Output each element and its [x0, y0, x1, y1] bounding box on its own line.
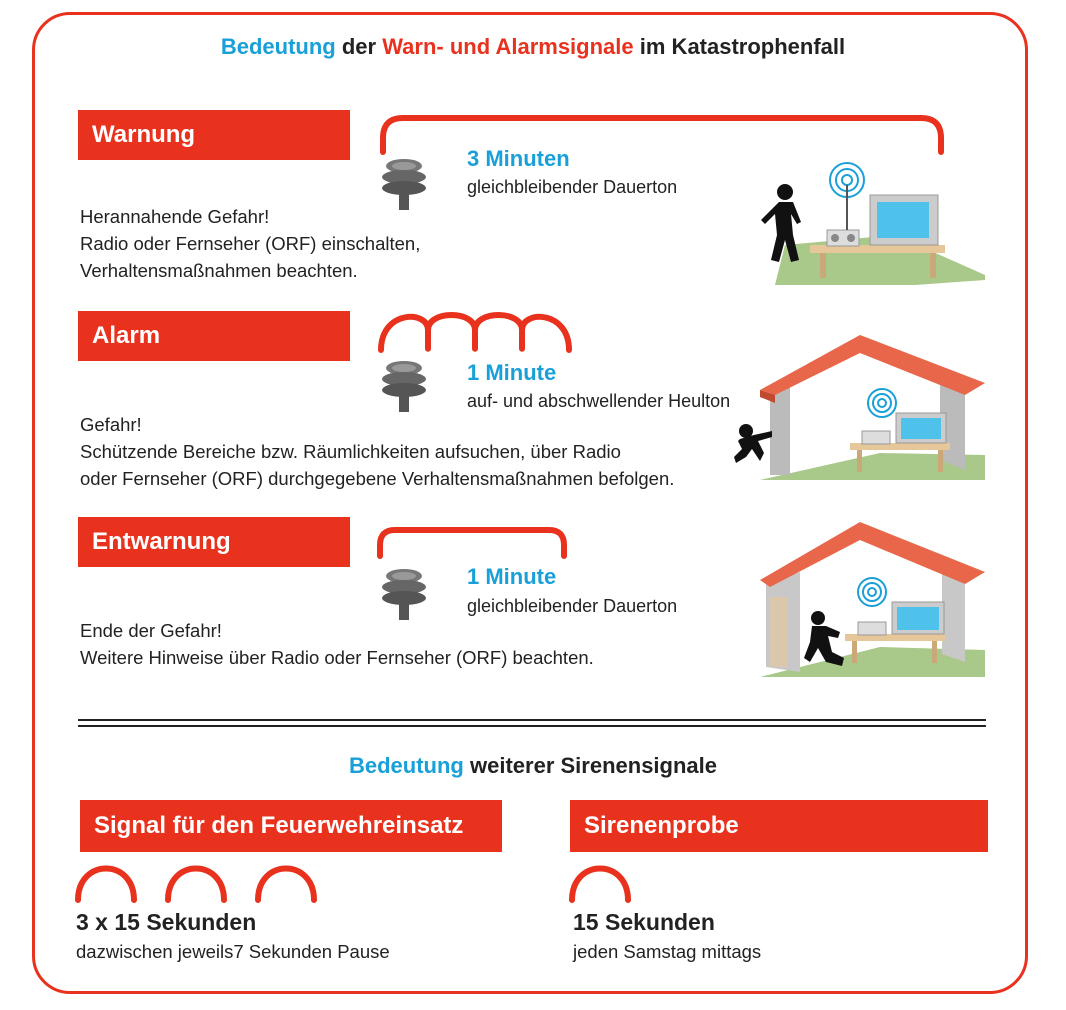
entwarnung-line-1: Ende der Gefahr! [80, 620, 222, 641]
section2-word-bedeutung: Bedeutung [348, 753, 464, 778]
alarm-label: Alarm [78, 311, 350, 361]
title-word-der: der [341, 34, 377, 59]
sirenenprobe-note: jeden Samstag mittags [573, 941, 762, 962]
title-word-bedeutung: Bedeutung [220, 34, 336, 59]
warnung-label: Warnung [78, 110, 350, 160]
feuerwehr-label: Signal für den Feuerwehreinsatz [80, 800, 502, 852]
entwarnung-line-2: Weitere Hinweise über Radio oder Fernseher (ORF) beachten. [80, 647, 594, 668]
title-word-signals: Warn- und Alarmsignale [382, 34, 634, 59]
alarm-tone: auf- und abschwellender Heulton [467, 391, 731, 411]
warnung-line-2: Radio oder Fernseher (ORF) einschalten, [80, 233, 421, 254]
section2-word-rest: weiterer Sirenensignale [470, 753, 717, 778]
warnung-line-3: Verhaltensmaßnahmen beachten. [80, 260, 358, 281]
alarm-duration: 1 Minute [467, 360, 557, 385]
sirenenprobe-label: Sirenenprobe [570, 800, 988, 852]
sirenenprobe-duration: 15 Sekunden [573, 909, 715, 935]
title-word-context: im Katastrophenfall [639, 34, 846, 59]
entwarnung-tone: gleichbleibender Dauerton [467, 596, 678, 616]
alarm-line-2: Schützende Bereiche bzw. Räumlichkeiten aufsuchen, über Radio [80, 441, 621, 462]
alarm-line-3: oder Fernseher (ORF) durchgegebene Verhaltensmaßnahmen befolgen. [80, 468, 675, 489]
warnung-tone: gleichbleibender Dauerton [467, 177, 678, 197]
warnung-duration: 3 Minuten [467, 146, 570, 171]
entwarnung-duration: 1 Minute [467, 564, 557, 589]
alarm-line-1: Gefahr! [80, 414, 142, 435]
feuerwehr-note: dazwischen jeweils7 Sekunden Pause [76, 941, 390, 962]
warnung-line-1: Herannahende Gefahr! [80, 206, 270, 227]
feuerwehr-duration: 3 x 15 Sekunden [76, 909, 257, 935]
entwarnung-label: Entwarnung [78, 517, 350, 567]
